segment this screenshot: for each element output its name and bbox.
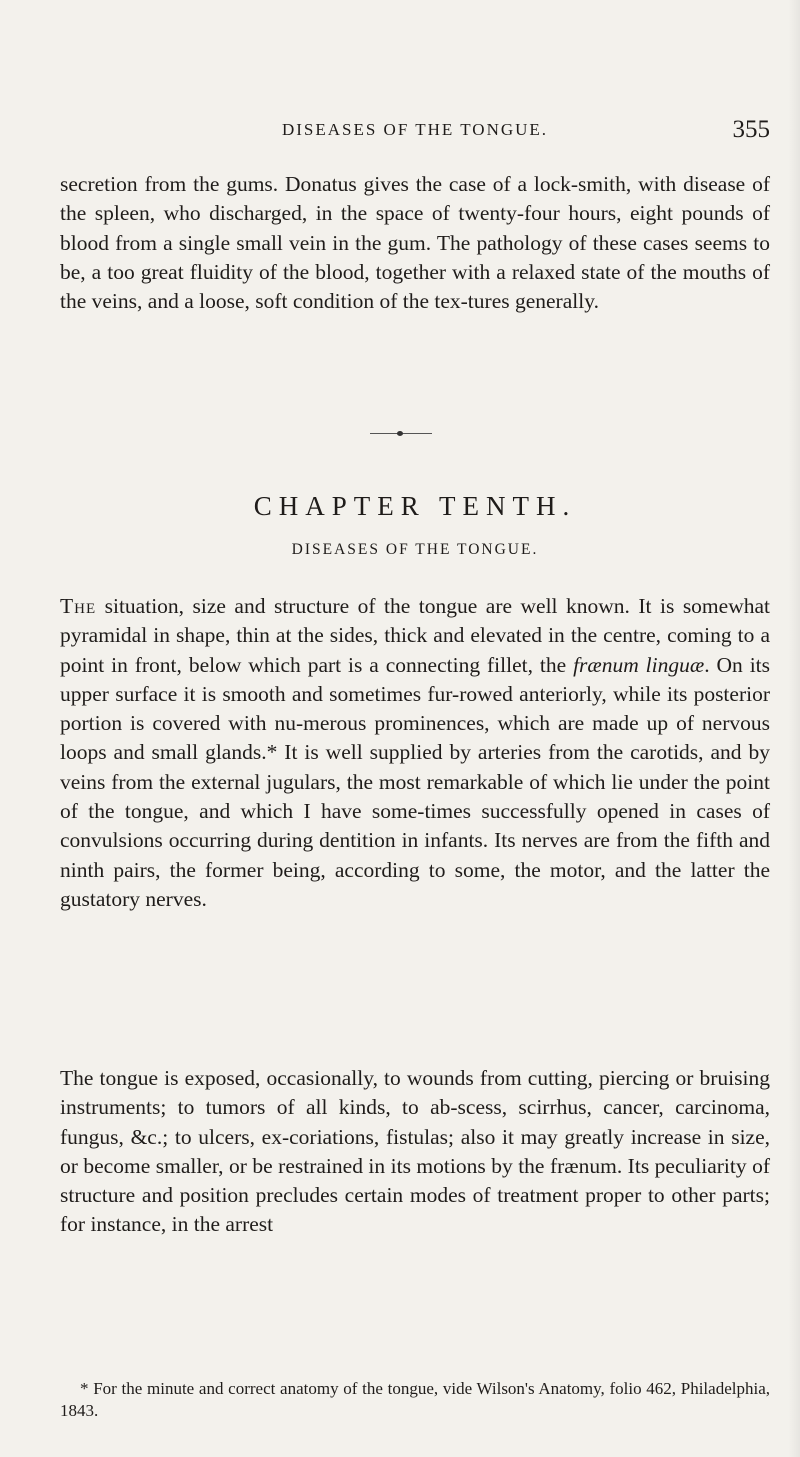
footnote-text: * For the minute and correct anatomy of the tongue, vide Wilson's Anatomy, folio 462, Philadelphia, 1843.: [60, 1379, 770, 1420]
page-edge-shadow: [788, 0, 800, 1457]
paragraph-text-after-italic: . On its upper surface it is smooth and sometimes fur-rowed anteriorly, while its posterior portion is covered with nu-merous prominences, which are made up of nervous loops and small glands.* It is well supplied by arteries from the carotids, and by veins from the external jugulars, the most remarkable of which lie under the point of the tongue, and which I have some-times successfully opened in cases of convulsions occurring during dentition in infants. Its nerves are from the fifth and ninth pairs, the former being, according to some, the motor, and the latter the gustatory nerves.: [60, 652, 771, 911]
footnote: [60, 1378, 770, 1422]
running-title: DISEASES OF THE TONGUE.: [281, 120, 549, 139]
paragraph-text-before-italic: situation, size and structure of the tongue are well known. It is somewhat pyramidal in shape, thin at the sides, thick and elevated in the centre, coming to a point in front, below which part is a connecting fillet, the: [60, 594, 770, 677]
chapter-subtitle: DISEASES OF THE TONGUE.: [291, 541, 539, 558]
divider-dot-ornament: [397, 431, 403, 436]
paragraph-tongue-injuries: The tongue is exposed, occasionally, to wounds from cutting, piercing or bruising instruments; to tumors of all kinds, to ab-scess, scirrhus, cancer, carcinoma, fungus, &c.; to ulcers, ex-coriations, fistulas; also it may greatly increase in size, or become smaller, or be restrained in its motions by the frænum. Its peculiarity of structure and position precludes certain modes of treatment proper to other parts; for instance, in the arrest: [60, 1066, 770, 1237]
italic-term: frænum linguæ: [573, 652, 705, 677]
page-number: 355: [732, 116, 770, 143]
chapter-title: CHAPTER TENTH.: [253, 491, 577, 521]
running-head: [60, 116, 770, 146]
paragraph-tongue-anatomy: [60, 592, 770, 914]
ornamental-divider: [370, 433, 432, 434]
continued-paragraph: secretion from the gums. Donatus gives the case of a lock-smith, with disease of the spleen, who discharged, in the space of twenty-four hours, eight pounds of blood from a single small vein in the gum. The pathology of these cases seems to be, a too great fluidity of the blood, together with a relaxed state of the mouths of the veins, and a loose, soft condition of the tex-tures generally.: [60, 172, 770, 314]
paragraph-lead-word: The: [60, 594, 97, 618]
